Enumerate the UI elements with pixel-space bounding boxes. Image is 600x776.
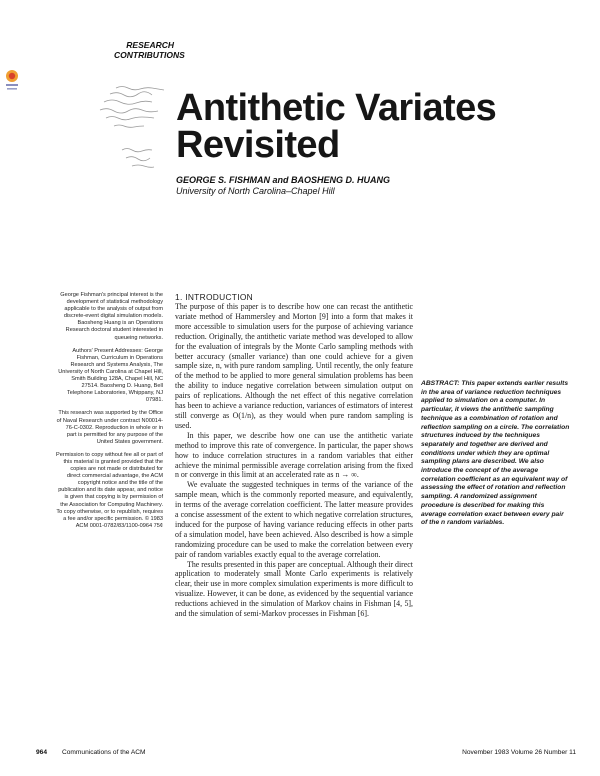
section-label-line: CONTRIBUTIONS <box>114 50 185 60</box>
decorative-scribble-graphic <box>96 82 168 182</box>
author-address-note: Authors' Present Addresses: George Fishman, Curriculum in Operations Research and Systems Analysis, The University of North Carolina at Chapel Hill, Smith Building 128A, Chapel Hill, NC 27514. Baosheng D. Huang, Bell Telephone Laboratories, Whippany, NJ 07981. <box>58 347 163 404</box>
body-paragraph: The results presented in this paper are conceptual. Although their direct application to moderately small Monte Carlo experiments is relatively clear, their use in more complex simulation experiments is more difficult to visualize. However, it can be done, as evidenced by the sequential variance reductions achieved in the simulation of Markov chains in Fishman [4, 5], and the simulation of semi-Markov processes in Fishman [6]. <box>175 559 413 619</box>
title-line: Antithetic Variates <box>176 87 497 129</box>
body-paragraph: In this paper, we describe how one can use the antithetic variate method to improve this rate of convergence. In particular, the paper shows how to induce correlation structures in a random variables that either achieve the minimal permissible average correlation arising from the fixed n or converge in this limit at an accelerated rate as n → ∞. <box>175 430 413 480</box>
body-paragraph: We evaluate the suggested techniques in terms of the variance of the sample mean, which is the commonly reported measure, and equivalently, in terms of the average correlation coefficient. The latter measure provides a concise assessment of the extent to which negative correlation structures, induced for the purpose of having variance reducing effects in other parts of a simulation model, have been achieved. Also described is how a simple randomizing procedure can be used to make the correlation between every pair of random variables exactly equal to the average correlation. <box>175 480 413 559</box>
margin-notes <box>56 292 163 536</box>
author-line: GEORGE S. FISHMAN and BAOSHENG D. HUANG <box>176 175 391 185</box>
affiliation-line: University of North Carolina–Chapel Hill <box>176 186 335 196</box>
journal-name: Communications of the ACM <box>62 749 146 756</box>
section-label <box>114 40 185 60</box>
page-footer <box>36 748 576 758</box>
abstract-block: ABSTRACT: This paper extends earlier results in the area of variance reduction techniques applied to simulation on a computer. In particular, it views the antithetic sampling technique as a combination of rotation and reflection sampling on a circle. The correlation structures induced by the techniques separately and together are derived and conditions under which they are optimal sampling plans are described. We also introduce the concept of the average correlation coefficient as an equivalent way of assessing the effect of rotation and reflection sampling. A randomized assignment procedure is described for making this average correlation exact between every pair of the n random variables. <box>421 380 570 527</box>
section-label-line: RESEARCH <box>126 40 174 50</box>
section-heading: 1. INTRODUCTION <box>175 292 254 302</box>
funding-note: This research was supported by the Office of Naval Research under contract N00014-76-C-0302. Reproduction in whole or in part is permitted for any purpose of the United States government. <box>56 410 163 445</box>
author-bio-note: George Fishman's principal interest is the development of statistical methodology applicable to the analysis of output from discrete-event digital simulation models. Baosheng Huang is an Operations Research doctoral student interested in queueing networks. <box>60 292 163 341</box>
body-column <box>175 292 413 619</box>
issue-info: November 1983 Volume 26 Number 11 <box>462 749 576 756</box>
page-number: 964 <box>36 749 48 756</box>
title-line: Revisited <box>176 124 340 166</box>
copyright-note: Permission to copy without fee all or part of this material is granted provided that the copies are not made or distributed for direct commercial advantage, the ACM copyright notice and the title of the publication and its date appear, and notice is given that copying is by permission of the Association for Computing Machinery. To copy otherwise, or to republish, requires a fee and/or specific permission. © 1983 ACM 0001-0782/83/1100-0964 75¢ <box>56 451 163 529</box>
acm-logo-icon <box>3 68 21 94</box>
body-paragraph: The purpose of this paper is to describe how one can recast the antithetic variate method of Hammersley and Morton [9] into a form that makes it more accessible to simulation users for the purpose of achieving variance reduction. Originally, the antithetic variate method was developed to allow for the evaluation of integrals by the Monte Carlo sampling methods with better accuracy (smaller variance) than one could achieve for a given sample size, n, with pure random sampling. Until recently, the only feature of the method to be applied to more general simulation problems has been the ability to induce negative correlation between simulation output on pairs of replications. Although the net effect of this negative correlation has been to achieve a variance reduction, variances of estimators of interest still converge as O(1/n), as they would when pure random sampling is used. <box>175 302 413 430</box>
article-title <box>176 87 576 166</box>
